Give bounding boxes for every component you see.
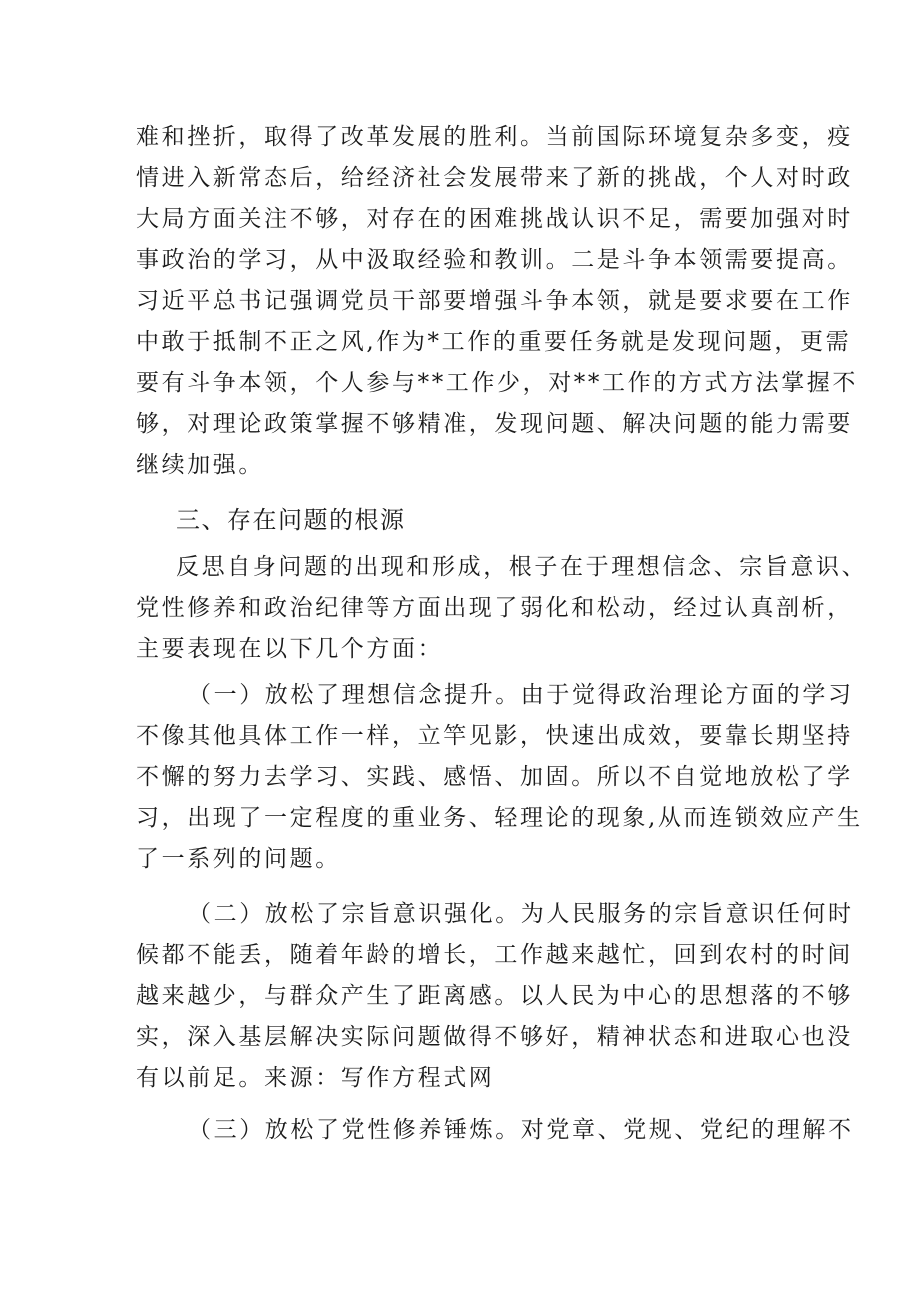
paragraph-2-line-1: 反思自身问题的出现和形成，根子在于理想信念、宗旨意识、 <box>176 554 868 580</box>
paragraph-1-line-9: 继续加强。 <box>136 452 264 478</box>
paragraph-2-line-3: 主要表现在以下几个方面： <box>136 636 444 662</box>
section-2-line-4: 实，深入基层解决实际问题做得不够好，精神状态和进取心也没 <box>136 1024 853 1050</box>
paragraph-1-line-1: 难和挫折，取得了改革发展的胜利。当前国际环境复杂多变，疫 <box>136 124 853 150</box>
section-1-line-3: 不懈的努力去学习、实践、感悟、加固。所以不自觉地放松了学 <box>136 764 853 790</box>
paragraph-1-line-3: 大局方面关注不够，对存在的困难挑战认识不足，需要加强对时 <box>136 206 853 232</box>
section-1-line-5: 了一系列的问题。 <box>136 846 341 872</box>
paragraph-2-line-2: 党性修养和政治纪律等方面出现了弱化和松动，经过认真剖析， <box>136 595 853 621</box>
paragraph-1-line-2: 情进入新常态后，给经济社会发展带来了新的挑战，个人对时政 <box>136 165 853 191</box>
section-heading-3: 三、存在问题的根源 <box>176 506 406 534</box>
paragraph-1-line-5: 习近平总书记强调党员干部要增强斗争本领，就是要求要在工作 <box>136 288 853 314</box>
section-3-line-1: （三）放松了党性修养锤炼。对党章、党规、党纪的理解不 <box>188 1117 854 1143</box>
section-1-line-1: （一）放松了理想信念提升。由于觉得政治理论方面的学习 <box>188 682 854 708</box>
paragraph-1-line-6: 中敢于抵制不正之风,作为*工作的重要任务就是发现问题，更需 <box>136 329 852 355</box>
paragraph-1-line-7: 要有斗争本领，个人参与**工作少，对**工作的方式方法掌握不 <box>136 370 858 396</box>
section-2-line-1: （二）放松了宗旨意识强化。为人民服务的宗旨意识任何时 <box>188 901 854 927</box>
section-2-line-2: 候都不能丢，随着年龄的增长，工作越来越忙，回到农村的时间 <box>136 942 853 968</box>
paragraph-1-line-4: 事政治的学习，从中汲取经验和教训。二是斗争本领需要提高。 <box>136 247 853 273</box>
section-1-line-4: 习，出现了一定程度的重业务、轻理论的现象,从而连锁效应产生 <box>136 805 863 831</box>
paragraph-1-line-8: 够，对理论政策掌握不够精准，发现问题、解决问题的能力需要 <box>136 411 853 437</box>
section-1-line-2: 不像其他具体工作一样，立竿见影，快速出成效，要靠长期坚持 <box>136 723 853 749</box>
section-2-line-5: 有以前足。来源：写作方程式网 <box>136 1065 495 1091</box>
section-2-line-3: 越来越少，与群众产生了距离感。以人民为中心的思想落的不够 <box>136 983 853 1009</box>
